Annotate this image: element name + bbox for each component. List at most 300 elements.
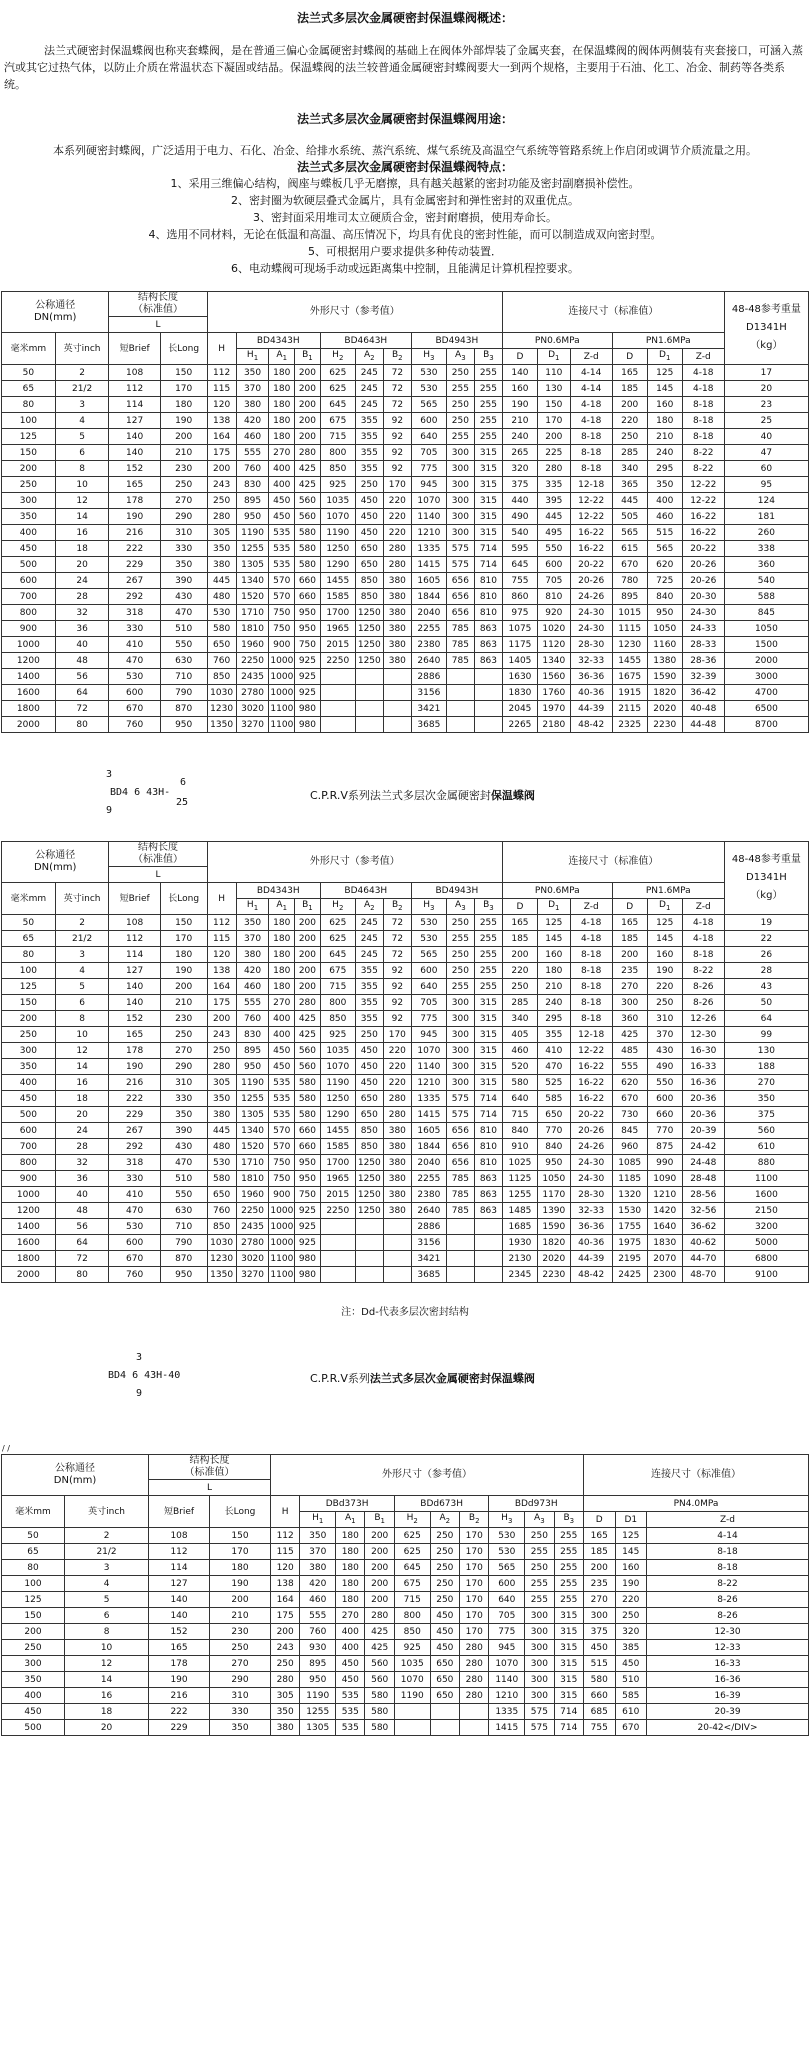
- table-cell: 810: [474, 1139, 502, 1155]
- table-cell: 92: [383, 979, 411, 995]
- table-cell: 40-36: [570, 1235, 612, 1251]
- table-cell: 140: [109, 429, 160, 445]
- spec-table-2: [1, 841, 809, 1283]
- model-code-2-bottom: 9: [136, 1388, 143, 1399]
- table-cell: 280: [460, 1672, 489, 1688]
- table-cell: 1605: [411, 1123, 446, 1139]
- table-cell: 140: [109, 979, 160, 995]
- table-cell: 1075: [502, 621, 537, 637]
- table-cell: 845: [724, 605, 808, 621]
- header-D: D: [584, 1512, 616, 1528]
- table-cell: 188: [724, 1059, 808, 1075]
- table-cell: 300: [446, 445, 474, 461]
- table-cell: 670: [109, 1251, 160, 1267]
- table-cell: 400: [269, 1027, 295, 1043]
- header-weight-line: D1341H: [746, 872, 787, 883]
- table-cell: 43: [724, 979, 808, 995]
- table-cell: 575: [446, 541, 474, 557]
- table-cell: 2250: [236, 1203, 269, 1219]
- table-cell: 12-30: [682, 1027, 724, 1043]
- table-cell: 72: [55, 701, 109, 717]
- table-cell: 450: [430, 1608, 459, 1624]
- table-cell: 785: [446, 1203, 474, 1219]
- table-cell: 470: [109, 1203, 160, 1219]
- table-cell: 790: [160, 685, 207, 701]
- table-cell: 280: [460, 1640, 489, 1656]
- table-cell: 12: [55, 1043, 109, 1059]
- table-cell: 375: [724, 1107, 808, 1123]
- table-cell: 20: [55, 1107, 109, 1123]
- table-cell: 515: [584, 1656, 616, 1672]
- table-cell: 220: [383, 525, 411, 541]
- table-cell: 650: [355, 1107, 383, 1123]
- header-L: L: [109, 317, 207, 333]
- table-cell: 112: [149, 1544, 210, 1560]
- table-cell: 450: [355, 1043, 383, 1059]
- table-cell: 3685: [411, 1267, 446, 1283]
- table-row: [2, 493, 809, 509]
- table-cell: 250: [210, 1640, 271, 1656]
- table-cell: 580: [502, 1075, 537, 1091]
- table-cell: 645: [394, 1560, 430, 1576]
- table-cell: 570: [269, 1139, 295, 1155]
- table-cell: 1520: [236, 1139, 269, 1155]
- table-cell: 810: [474, 1123, 502, 1139]
- table-cell: 125: [647, 915, 682, 931]
- table-cell: 315: [474, 1011, 502, 1027]
- table-cell: 1190: [394, 1688, 430, 1704]
- table-cell: 850: [355, 589, 383, 605]
- table-cell: 22: [724, 931, 808, 947]
- table-cell: 850: [320, 461, 355, 477]
- table-cell: 150: [160, 915, 207, 931]
- header-D1: D1: [615, 1512, 647, 1528]
- model-code-2-title: [310, 1370, 535, 1386]
- table-cell: 390: [160, 573, 207, 589]
- table-cell: 425: [612, 1027, 647, 1043]
- table-cell: [394, 1720, 430, 1736]
- table-cell: 1290: [320, 557, 355, 573]
- table-cell: 255: [525, 1592, 554, 1608]
- table-cell: 450: [336, 1656, 365, 1672]
- table-cell: 16-22: [682, 525, 724, 541]
- table-cell: 980: [295, 1267, 321, 1283]
- table-cell: 200: [295, 915, 321, 931]
- table-row: [2, 979, 809, 995]
- table-cell: 450: [355, 1075, 383, 1091]
- table-cell: 510: [160, 1171, 207, 1187]
- table-cell: 165: [612, 915, 647, 931]
- header-length-line: （标准值）: [184, 1467, 235, 1478]
- table-cell: 315: [554, 1624, 583, 1640]
- table-cell: 880: [724, 1155, 808, 1171]
- table-cell: 1455: [612, 653, 647, 669]
- table-cell: 270: [210, 1656, 271, 1672]
- table-cell: 115: [207, 381, 236, 397]
- table-cell: 945: [411, 477, 446, 493]
- table-cell: 355: [355, 413, 383, 429]
- table-cell: 315: [474, 995, 502, 1011]
- header-pn: PN1.6MPa: [612, 333, 724, 349]
- table-cell: 400: [336, 1624, 365, 1640]
- table-cell: 1800: [2, 1251, 56, 1267]
- table-cell: 660: [295, 1123, 321, 1139]
- table-cell: 380: [383, 573, 411, 589]
- table-cell: 600: [489, 1576, 525, 1592]
- table-cell: 450: [584, 1640, 616, 1656]
- table-cell: 750: [295, 637, 321, 653]
- table-cell: 175: [207, 445, 236, 461]
- table-cell: 420: [236, 413, 269, 429]
- table-cell: 1200: [2, 1203, 56, 1219]
- table-cell: 810: [474, 573, 502, 589]
- table-cell: 1390: [537, 1203, 570, 1219]
- table-cell: 14: [55, 509, 109, 525]
- table-row: [2, 915, 809, 931]
- table-cell: 170: [460, 1608, 489, 1624]
- table-cell: 535: [269, 541, 295, 557]
- table-cell: 12: [65, 1656, 149, 1672]
- table-cell: 16-22: [682, 509, 724, 525]
- table-cell: 315: [474, 493, 502, 509]
- table-cell: 20: [55, 557, 109, 573]
- table-cell: 1185: [612, 1171, 647, 1187]
- table-cell: 318: [109, 1155, 160, 1171]
- table-cell: 380: [383, 589, 411, 605]
- table-cell: 310: [647, 1011, 682, 1027]
- table-cell: 200: [365, 1560, 394, 1576]
- table-cell: 755: [502, 573, 537, 589]
- table-cell: 1820: [537, 1235, 570, 1251]
- table-cell: 975: [502, 605, 537, 621]
- table-cell: 1965: [320, 621, 355, 637]
- table-cell: 16-33: [647, 1656, 809, 1672]
- table-cell: 1400: [2, 1219, 56, 1235]
- table-cell: 64: [55, 685, 109, 701]
- table-cell: 400: [2, 1075, 56, 1091]
- table-cell: 255: [474, 365, 502, 381]
- header-nominal: [2, 292, 109, 333]
- table-cell: 2230: [537, 1267, 570, 1283]
- table-cell: 570: [269, 1123, 295, 1139]
- header-row: [2, 292, 809, 317]
- table-cell: 110: [537, 365, 570, 381]
- table-cell: 24-48: [682, 1155, 724, 1171]
- feature-item: 2、密封圈为软硬层叠式金属片，具有金属密封和弹性密封的双重优点。: [231, 194, 579, 207]
- table-cell: 2070: [647, 1251, 682, 1267]
- table-cell: 600: [537, 557, 570, 573]
- header-weight-line: 48-48参考重量: [731, 304, 801, 315]
- table-cell: 2425: [612, 1267, 647, 1283]
- table-cell: 1340: [236, 573, 269, 589]
- table-cell: 20-26: [570, 573, 612, 589]
- table-cell: 1100: [269, 1251, 295, 1267]
- table-cell: 530: [489, 1544, 525, 1560]
- header-weight-line: （kg）: [750, 890, 783, 901]
- table-cell: 250: [446, 397, 474, 413]
- table-cell: 1100: [269, 701, 295, 717]
- table-cell: 8-26: [682, 979, 724, 995]
- table-cell: 525: [537, 1075, 570, 1091]
- table-cell: 850: [355, 1123, 383, 1139]
- table-cell: 1415: [411, 1107, 446, 1123]
- table-cell: 800: [394, 1608, 430, 1624]
- table-row: [2, 995, 809, 1011]
- table-cell: 550: [160, 1187, 207, 1203]
- table-row: [2, 1155, 809, 1171]
- table-cell: 350: [210, 1720, 271, 1736]
- table-cell: 555: [236, 995, 269, 1011]
- table-cell: 460: [647, 509, 682, 525]
- table-cell: 150: [537, 397, 570, 413]
- table-cell: 280: [460, 1688, 489, 1704]
- table-cell: [474, 685, 502, 701]
- table-cell: 300: [446, 477, 474, 493]
- table-cell: 600: [2, 573, 56, 589]
- table-cell: 280: [383, 1091, 411, 1107]
- table-cell: 210: [537, 979, 570, 995]
- header-dim: $B_2$: [460, 1512, 489, 1528]
- table-cell: 36: [55, 1171, 109, 1187]
- table-row: [2, 637, 809, 653]
- table-cell: 850: [320, 1011, 355, 1027]
- header-dim: $A_1$: [269, 349, 295, 365]
- header-dim: $H_2$: [320, 349, 355, 365]
- table-cell: 2130: [502, 1251, 537, 1267]
- table-cell: 8: [55, 461, 109, 477]
- table-cell: 28: [55, 589, 109, 605]
- table-cell: 48-42: [570, 1267, 612, 1283]
- table-cell: 725: [647, 573, 682, 589]
- usage-text: 本系列硬密封蝶阀，广泛适用于电力、石化、冶金、给排水系统、蒸汽系统、煤气系统及高温空气系统等管路系统上作启闭或调节介质流量之用。: [53, 144, 757, 157]
- table-cell: 180: [269, 947, 295, 963]
- table-cell: 400: [2, 1688, 65, 1704]
- table-cell: 705: [411, 995, 446, 1011]
- table-cell: 300: [446, 1043, 474, 1059]
- spec-table-1: [1, 291, 809, 733]
- table-cell: 280: [383, 557, 411, 573]
- table-cell: 730: [612, 1107, 647, 1123]
- table-cell: 470: [109, 653, 160, 669]
- table-cell: 130: [724, 1043, 808, 1059]
- table-cell: 675: [320, 413, 355, 429]
- table-row: [2, 509, 809, 525]
- header-H: H: [207, 883, 236, 915]
- table-cell: 44-48: [682, 717, 724, 733]
- table-cell: 610: [615, 1704, 647, 1720]
- table-cell: 485: [612, 1043, 647, 1059]
- model-code-1-main: BD4 6 43H-: [110, 787, 171, 798]
- table-cell: 8-18: [570, 995, 612, 1011]
- table-cell: 540: [502, 525, 537, 541]
- table-cell: 64: [55, 1235, 109, 1251]
- table-cell: 1305: [236, 557, 269, 573]
- table-cell: 1755: [612, 1219, 647, 1235]
- table-cell: 760: [109, 717, 160, 733]
- table-cell: 530: [411, 365, 446, 381]
- table-cell: 400: [269, 1011, 295, 1027]
- table-cell: 250: [160, 477, 207, 493]
- table-cell: 405: [502, 1027, 537, 1043]
- table-cell: 950: [160, 1267, 207, 1283]
- table-row: [2, 461, 809, 477]
- table-cell: 1175: [502, 637, 537, 653]
- table-cell: 1050: [537, 1171, 570, 1187]
- table-cell: 255: [474, 397, 502, 413]
- table-cell: 80: [2, 397, 56, 413]
- table-cell: [355, 1219, 383, 1235]
- model-code-1-title-prefix: C.P.R.V系列法兰式多层次金属硬密封: [310, 789, 491, 802]
- table-cell: 2380: [411, 1187, 446, 1203]
- table-cell: 575: [446, 1107, 474, 1123]
- table-cell: 10: [55, 1027, 109, 1043]
- table-cell: 145: [537, 931, 570, 947]
- table-cell: 530: [109, 669, 160, 685]
- table-cell: 292: [109, 589, 160, 605]
- table-cell: 2150: [724, 1203, 808, 1219]
- table-cell: 625: [394, 1544, 430, 1560]
- table-cell: [460, 1720, 489, 1736]
- table-cell: 1810: [236, 621, 269, 637]
- table-cell: 755: [584, 1720, 616, 1736]
- table-cell: 770: [537, 1123, 570, 1139]
- table-cell: 380: [207, 1107, 236, 1123]
- table-cell: 267: [109, 1123, 160, 1139]
- table-row: [2, 1251, 809, 1267]
- table-cell: 650: [430, 1656, 459, 1672]
- table-cell: [355, 669, 383, 685]
- table-cell: 425: [295, 461, 321, 477]
- table-row: [2, 685, 809, 701]
- table-cell: 220: [383, 509, 411, 525]
- table-cell: 180: [537, 963, 570, 979]
- table-cell: 180: [160, 397, 207, 413]
- table-cell: 200: [295, 413, 321, 429]
- table-cell: 1520: [236, 589, 269, 605]
- table-cell: 1250: [355, 605, 383, 621]
- table-cell: 1230: [207, 701, 236, 717]
- table-cell: 24-42: [682, 1139, 724, 1155]
- model-code-2-top: 3: [136, 1352, 143, 1363]
- table-cell: 8-22: [682, 963, 724, 979]
- table-cell: 660: [295, 1139, 321, 1155]
- table-cell: 5: [65, 1592, 149, 1608]
- table-cell: 92: [383, 429, 411, 445]
- table-cell: 1050: [724, 621, 808, 637]
- table-cell: 750: [269, 1171, 295, 1187]
- table-cell: 1210: [411, 1075, 446, 1091]
- table-cell: 190: [149, 1672, 210, 1688]
- table-cell: 1015: [612, 605, 647, 621]
- header-dim: $B_1$: [295, 349, 321, 365]
- table-cell: 505: [612, 509, 647, 525]
- table-cell: [383, 669, 411, 685]
- table-cell: 300: [525, 1640, 554, 1656]
- table-cell: [474, 717, 502, 733]
- header-model: BDd673H: [394, 1496, 489, 1512]
- table-cell: 295: [647, 461, 682, 477]
- table-cell: 240: [537, 995, 570, 1011]
- table-cell: 24-30: [570, 621, 612, 637]
- table-cell: 2: [55, 915, 109, 931]
- table-cell: 16: [55, 525, 109, 541]
- header-model: BD4343H: [236, 883, 320, 899]
- table-cell: 178: [109, 1043, 160, 1059]
- table-cell: 645: [502, 557, 537, 573]
- table-cell: 515: [647, 525, 682, 541]
- table-row: [2, 1075, 809, 1091]
- table-cell: 170: [460, 1560, 489, 1576]
- table-cell: 230: [160, 461, 207, 477]
- table-cell: 850: [394, 1624, 430, 1640]
- feature-item: 3、密封面采用堆司太立硬质合金，密封耐磨损，使用寿命长。: [253, 211, 557, 224]
- table-cell: 220: [383, 1059, 411, 1075]
- table-cell: 28-30: [570, 1187, 612, 1203]
- table-cell: 555: [300, 1608, 336, 1624]
- table-cell: 200: [295, 381, 321, 397]
- table-cell: 1050: [647, 621, 682, 637]
- table-cell: 4: [65, 1576, 149, 1592]
- table-cell: 165: [612, 365, 647, 381]
- table-cell: 190: [615, 1576, 647, 1592]
- table-row: [2, 1624, 809, 1640]
- table-cell: 863: [474, 621, 502, 637]
- table-cell: 295: [537, 1011, 570, 1027]
- header-D1: $D_1$: [537, 349, 570, 365]
- table-cell: [383, 685, 411, 701]
- table-cell: 520: [502, 1059, 537, 1075]
- table-row: [2, 1107, 809, 1123]
- table-cell: 640: [411, 429, 446, 445]
- table-cell: 245: [355, 947, 383, 963]
- table-cell: 243: [207, 1027, 236, 1043]
- header-outline: 外形尺寸（参考值）: [270, 1455, 583, 1496]
- table-cell: 425: [295, 1011, 321, 1027]
- header-weight: [724, 842, 808, 915]
- table-cell: 710: [160, 669, 207, 685]
- table-cell: 28-48: [682, 1171, 724, 1187]
- table-cell: 200: [365, 1528, 394, 1544]
- table-cell: 760: [109, 1267, 160, 1283]
- header-D1: $D_1$: [647, 349, 682, 365]
- table-cell: 950: [236, 1059, 269, 1075]
- table-cell: 1190: [236, 525, 269, 541]
- table-cell: 200: [295, 947, 321, 963]
- table-cell: 980: [295, 701, 321, 717]
- header-weight-line: D1341H: [746, 322, 787, 333]
- note: 注：Dd-代表多层次密封结构: [341, 1307, 469, 1318]
- table-cell: 20-26: [682, 557, 724, 573]
- table-cell: 370: [647, 1027, 682, 1043]
- table-cell: 190: [109, 1059, 160, 1075]
- table-cell: 165: [584, 1528, 616, 1544]
- table-row: [2, 1704, 809, 1720]
- table-cell: 380: [383, 1155, 411, 1171]
- table-cell: 250: [160, 1027, 207, 1043]
- table-cell: 685: [584, 1704, 616, 1720]
- header-dim: $B_3$: [474, 899, 502, 915]
- table-cell: 863: [474, 1171, 502, 1187]
- table-cell: 8-18: [682, 947, 724, 963]
- table-row: [2, 963, 809, 979]
- table-cell: 430: [160, 589, 207, 605]
- table-cell: 12-22: [682, 493, 724, 509]
- table-cell: 870: [160, 701, 207, 717]
- table-cell: 300: [446, 525, 474, 541]
- table-cell: 200: [295, 365, 321, 381]
- table-cell: 200: [612, 947, 647, 963]
- table-cell: 270: [336, 1608, 365, 1624]
